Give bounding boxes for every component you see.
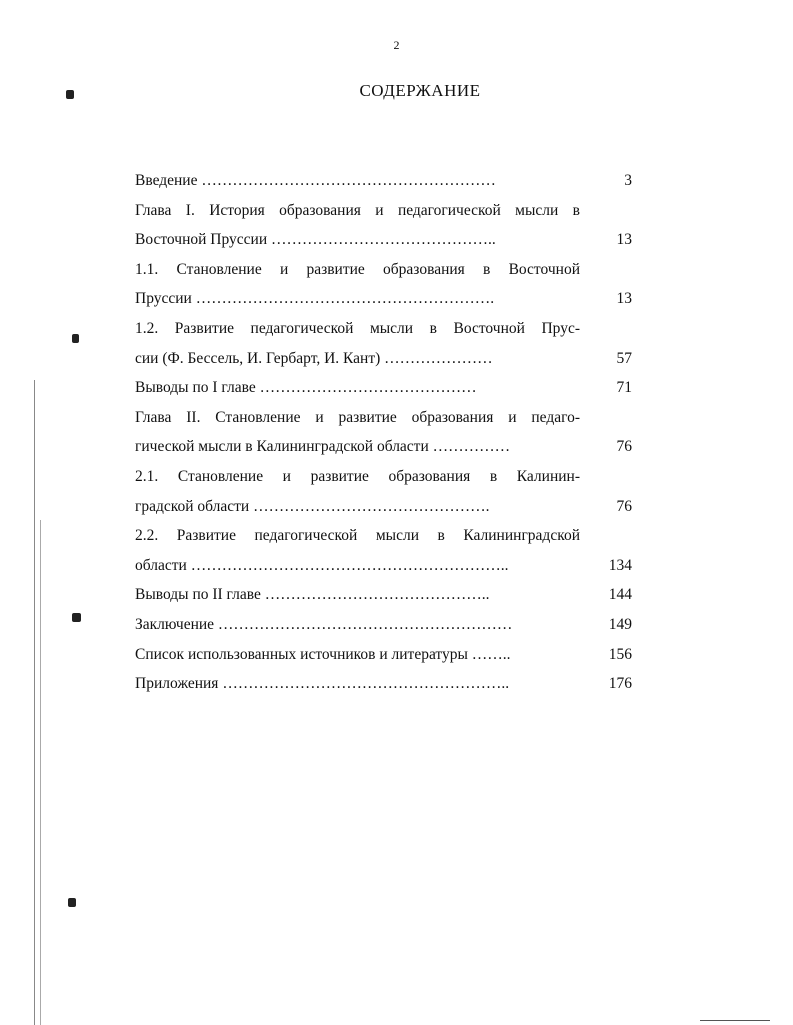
scan-edge-line [40,520,41,1025]
toc-entry-text: Список использованных источников и литературы …….. [135,645,511,663]
toc-entry-text: области …………………………………………………….. [135,556,509,574]
toc-entry-text: 2.2. Развитие педагогической мысли в Калининградской [135,527,580,545]
toc-page-number: 144 [608,586,632,604]
toc-line [135,551,632,581]
binding-hole-mark [72,334,79,343]
toc-line [135,669,632,699]
toc-entry-text: Введение ………………………………………………… [135,172,496,189]
toc-entry-text: гической мысли в Калининградской области …………… [135,438,511,456]
binding-hole-mark [66,90,74,99]
toc-page-number: 3 [624,172,632,189]
toc-entry-text: Выводы по II главе …………………………………….. [135,586,490,604]
toc-line [135,284,632,314]
toc-entry-text: 2.1. Становление и развитие образования в Калинин- [135,467,580,485]
toc-line [135,166,632,196]
page-title: СОДЕРЖАНИЕ [359,81,481,100]
scan-bottom-line [700,1020,770,1021]
toc-page-number: 13 [616,290,632,308]
toc-line [135,462,632,492]
toc-line [135,314,632,344]
toc-line [135,521,632,551]
toc-entry-text: Глава I. История образования и педагогической мысли в [135,201,580,219]
scan-edge-line [34,380,35,1025]
toc-page-number: 13 [616,231,632,249]
binding-hole-mark [68,898,76,907]
toc-entry-text: Заключение ………………………………………………… [135,615,513,633]
toc-entry-text: Восточной Пруссии …………………………………….. [135,231,496,249]
binding-hole-mark [72,613,81,622]
toc-line [135,373,632,403]
toc-line [135,640,632,670]
toc-entry-text: 1.2. Развитие педагогической мысли в Восточной Прус- [135,319,580,337]
toc-line [135,255,632,285]
toc-entry-text: градской области ………………………………………. [135,497,490,515]
toc-entry-text: 1.1. Становление и развитие образования в Восточной [135,260,580,278]
toc-line [135,196,632,226]
toc-page-number: 76 [616,438,632,456]
toc-page-number: 76 [616,497,632,515]
page-number: 2 [393,38,400,52]
toc-entry-text: Глава II. Становление и развитие образования и педаго- [135,408,580,426]
toc-page-number: 176 [608,675,632,693]
toc-page-number: 71 [616,379,632,397]
toc-line [135,432,632,462]
toc-entry-text: Приложения ……………………………………………….. [135,675,510,693]
toc-page-number: 156 [608,645,632,663]
toc-page-number: 149 [608,615,632,633]
toc-entry-text: Выводы по I главе …………………………………… [135,379,477,397]
toc-page-number: 57 [616,349,632,367]
toc-entry-text: Пруссии …………………………………………………. [135,290,495,308]
toc-line [135,344,632,374]
toc-line [135,403,632,433]
toc-line [135,610,632,640]
toc-line [135,580,632,610]
table-of-contents [135,166,632,699]
toc-line [135,225,632,255]
toc-line [135,492,632,522]
toc-entry-text: сии (Ф. Бессель, И. Гербарт, И. Кант) ………………… [135,349,493,367]
toc-page-number: 134 [608,556,632,574]
